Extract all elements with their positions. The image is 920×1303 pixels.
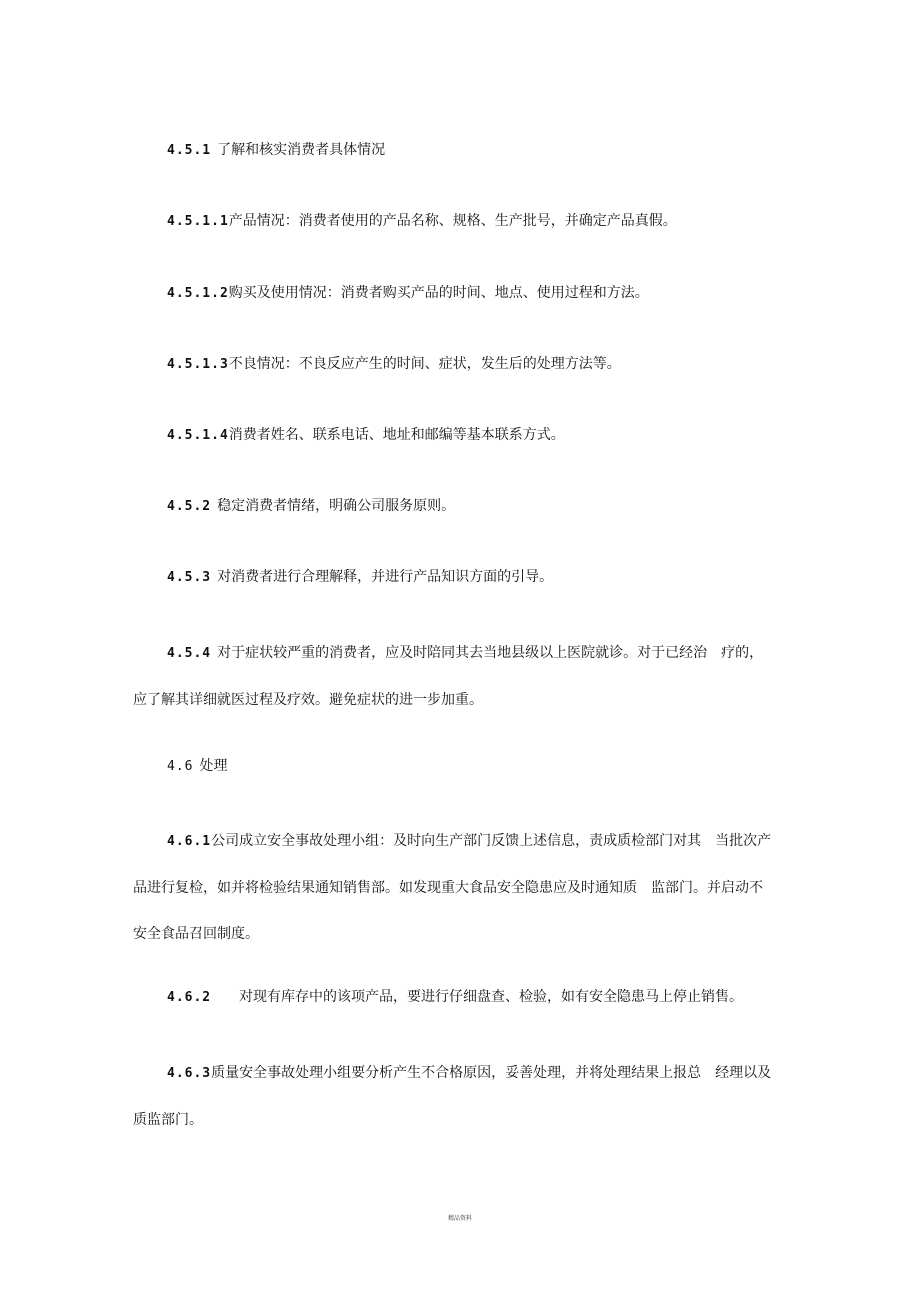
section-number: 4.6.1 [167, 834, 212, 849]
paragraph-text: 对于症状较严重的消费者，应及时陪同其去当地县级以上医院就诊。对于已经治 疗的，应了解其详细就医过程及疗效。避免症状的进一步加重。 [133, 645, 764, 708]
paragraph-4-6-1 [133, 818, 773, 957]
section-number: 4.5.3 [167, 570, 212, 585]
section-number: 4.6.3 [167, 1066, 212, 1081]
section-number: 4.6 [167, 759, 194, 774]
paragraph-text: 稳定消费者情绪，明确公司服务原则。 [217, 498, 456, 514]
section-number: 4.5.1.4 [167, 428, 229, 443]
heading-text: 处理 [199, 758, 228, 774]
paragraph-4-5-1-3 [133, 346, 773, 383]
paragraph-4-5-1-2 [133, 275, 773, 312]
section-number: 4.5.2 [167, 499, 212, 514]
paragraph-text: 质量安全事故处理小组要分析产生不合格原因，妥善处理，并将处理结果上报总 经理以及质监部门。 [133, 1065, 772, 1128]
paragraph-4-5-1-1 [133, 203, 773, 240]
paragraph-text: 公司成立安全事故处理小组：及时向生产部门反馈上述信息，责成质检部门对其 当批次产品进行复检，如并将检验结果通知销售部。如发现重大食品安全隐患应及时通知质 监部门。并启动不安全食品召回制度。 [133, 833, 772, 942]
section-number: 4.5.4 [167, 646, 212, 661]
section-number: 4.5.1.3 [167, 357, 229, 372]
paragraph-text: 了解和核实消费者具体情况 [217, 142, 386, 158]
paragraph-4-6-2 [133, 979, 773, 1016]
paragraph-text: 不良情况：不良反应产生的时间、症状，发生后的处理方法等。 [228, 356, 621, 372]
paragraph-4-6-3 [133, 1050, 773, 1143]
paragraph-text: 购买及使用情况：消费者购买产品的时间、地点、使用过程和方法。 [228, 285, 649, 301]
paragraph-4-5-3 [133, 559, 773, 596]
section-number: 4.5.1 [167, 143, 212, 158]
paragraph-text: 对现有库存中的该项产品，要进行仔细盘查、检验，如有安全隐患马上停止销售。 [239, 989, 743, 1005]
paragraph-4-5-1 [133, 132, 773, 169]
paragraph-4-5-2 [133, 488, 773, 525]
paragraph-text: 产品情况：消费者使用的产品名称、规格、生产批号，并确定产品真假。 [228, 213, 677, 229]
section-number: 4.5.1.1 [167, 214, 229, 229]
paragraph-text: 消费者姓名、联系电话、地址和邮编等基本联系方式。 [228, 427, 565, 443]
page-footer: 精品资料 [447, 1215, 472, 1222]
heading-4-6 [133, 748, 773, 785]
paragraph-text: 对消费者进行合理解释，并进行产品知识方面的引导。 [217, 569, 554, 585]
section-number: 4.6.2 [167, 990, 212, 1005]
section-number: 4.5.1.2 [167, 286, 229, 301]
paragraph-4-5-4 [133, 630, 773, 723]
paragraph-4-5-1-4 [133, 417, 773, 454]
